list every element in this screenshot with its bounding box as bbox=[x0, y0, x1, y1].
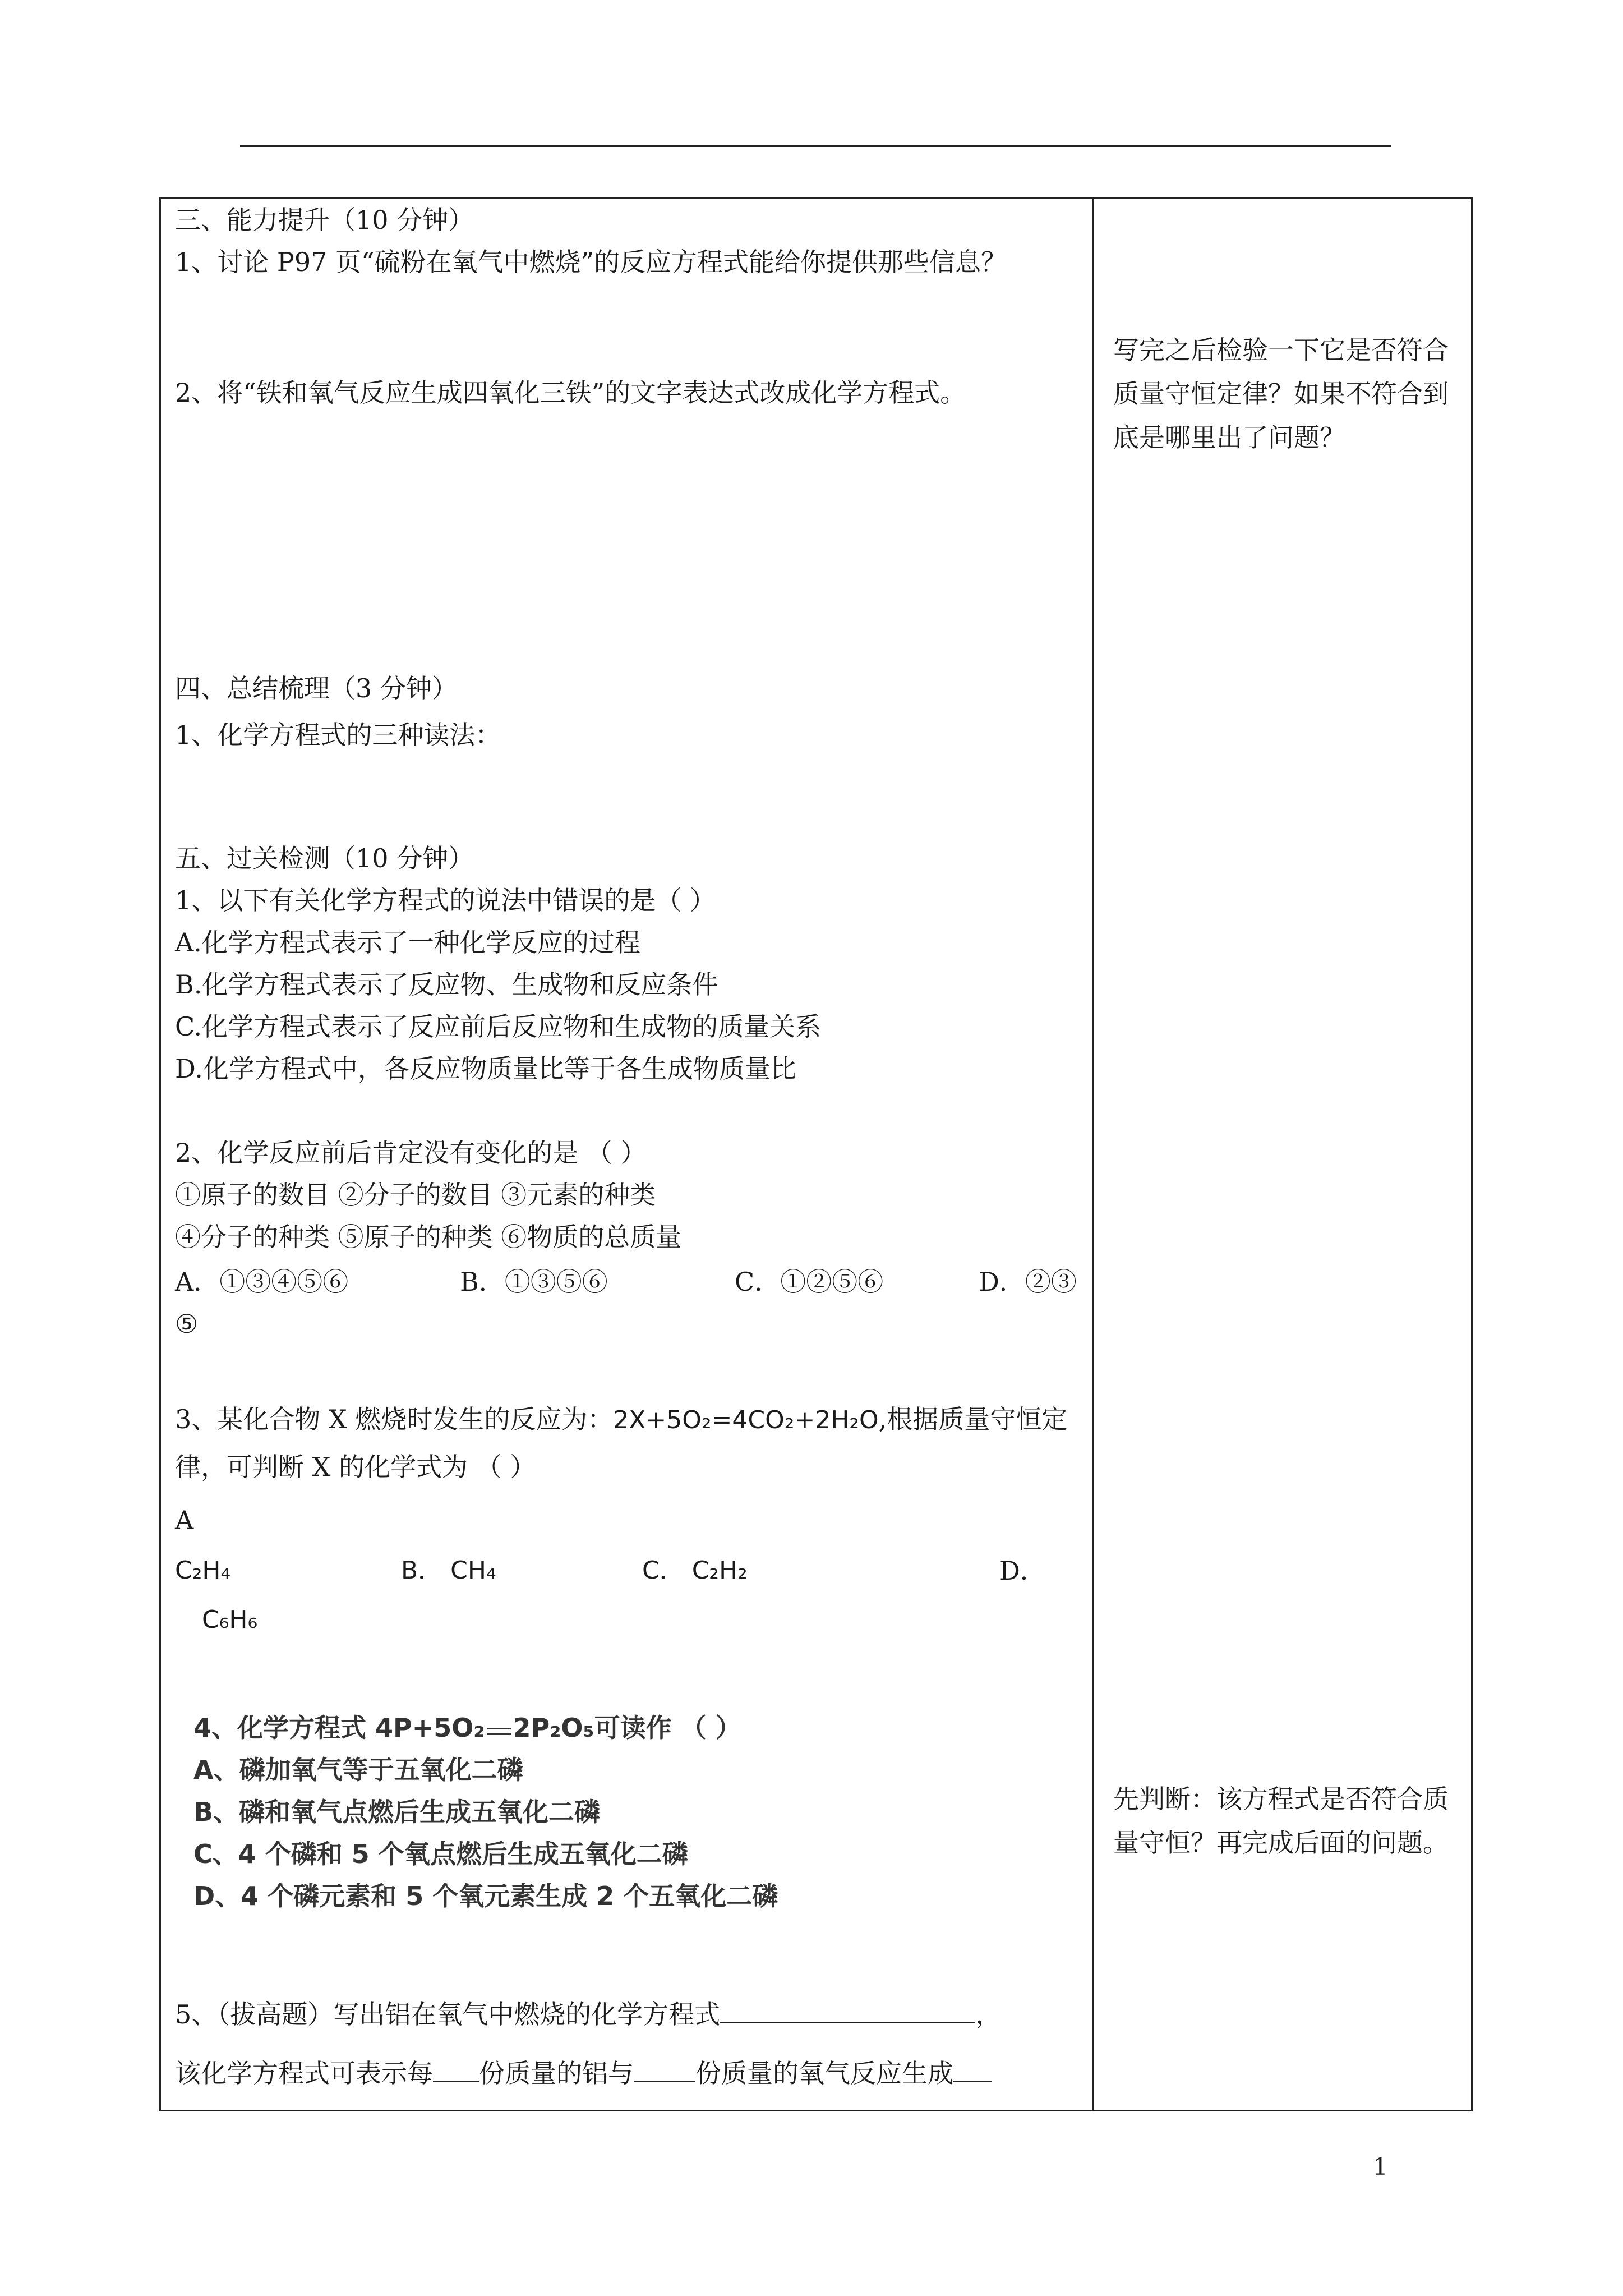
q1-option-d: D.化学方程式中，各反应物质量比等于各生成物质量比 bbox=[175, 1053, 796, 1084]
q3-stem-line1 bbox=[175, 1402, 1067, 1437]
q2-stem: 2、化学反应前后肯定没有变化的是 （ ） bbox=[175, 1138, 647, 1168]
q3-option-b: B． CH₄ bbox=[401, 1556, 496, 1585]
q3-stem-line2: 律，可判断 X 的化学式为 （ ） bbox=[175, 1452, 536, 1482]
q2-items-2: ④分子的种类 ⑤原子的种类 ⑥物质的总质量 bbox=[175, 1222, 682, 1252]
q1-option-c: C.化学方程式表示了反应前后反应物和生成物的质量关系 bbox=[175, 1011, 822, 1042]
q2-items-1: ①原子的数目 ②分子的数目 ③元素的种类 bbox=[175, 1180, 656, 1210]
q5-al-mass-blank[interactable] bbox=[433, 2056, 479, 2082]
ignite-condition-mark bbox=[485, 1719, 513, 1741]
q3-option-d-label: D． bbox=[999, 1556, 1046, 1586]
section-3-title: 三、能力提升（10 分钟） bbox=[175, 205, 474, 235]
q2-option-d: D．②③ bbox=[979, 1267, 1077, 1297]
section-3-q1: 1、讨论 P97 页“硫粉在氧气中燃烧”的反应方程式能给你提供那些信息？ bbox=[175, 247, 1007, 277]
q1-option-b: B.化学方程式表示了反应物、生成物和反应条件 bbox=[175, 969, 718, 1000]
q2-option-d-cont: ⑤ bbox=[175, 1309, 199, 1339]
q3-equation: 2X+5O₂=4CO₂+2H₂O bbox=[613, 1406, 879, 1434]
side-note-1: 写完之后检验一下它是否符合质量守恒定律？如果不符合到底是哪里出了问题？ bbox=[1113, 335, 1449, 453]
header-rule bbox=[240, 145, 1391, 147]
q1-option-a: A.化学方程式表示了一种化学反应的过程 bbox=[175, 927, 640, 958]
q5-line2-b: 份质量的铝与 bbox=[479, 2058, 634, 2088]
q4-option-c: C、4 个磷和 5 个氧点燃后生成五氧化二磷 bbox=[193, 1839, 688, 1869]
q5-line2-a: 该化学方程式可表示每 bbox=[175, 2058, 433, 2088]
page-number: 1 bbox=[1373, 2153, 1388, 2180]
q2-option-c: C．①②⑤⑥ bbox=[735, 1267, 884, 1297]
q4-option-a: A、磷加氧气等于五氧化二磷 bbox=[193, 1755, 523, 1785]
section-4-title: 四、总结梳理（3 分钟） bbox=[175, 673, 458, 703]
q3-option-d: C₆H₆ bbox=[202, 1605, 258, 1634]
section-3-q2: 2、将“铁和氧气反应生成四氧化三铁”的文字表达式改成化学方程式。 bbox=[175, 378, 966, 408]
q3-stem-post: ,根据质量守恒定 bbox=[878, 1404, 1068, 1434]
q5-equation-blank[interactable] bbox=[720, 1997, 975, 2023]
q5-line1-end: ， bbox=[975, 1999, 1002, 2030]
q4-option-b: B、磷和氧气点燃后生成五氧化二磷 bbox=[193, 1797, 601, 1827]
q5-prompt: 5、（拔高题）写出铝在氧气中燃烧的化学方程式 bbox=[175, 1999, 721, 2030]
section-5-title: 五、过关检测（10 分钟） bbox=[175, 843, 474, 873]
q5-line1 bbox=[175, 1997, 1001, 2031]
q3-stem-pre: 3、某化合物 X 燃烧时发生的反应为： bbox=[175, 1404, 614, 1434]
section-4-q1: 1、化学方程式的三种读法： bbox=[175, 720, 501, 750]
q2-option-b: B．①③⑤⑥ bbox=[460, 1267, 608, 1297]
q5-line2 bbox=[175, 2056, 992, 2090]
side-note-2: 先判断：该方程式是否符合质量守恒？再完成后面的问题。 bbox=[1113, 1784, 1449, 1858]
q5-line2-c: 份质量的氧气反应生成 bbox=[695, 2058, 953, 2088]
q5-product-mass-blank[interactable] bbox=[953, 2056, 992, 2082]
q4-option-d: D、4 个磷元素和 5 个氧元素生成 2 个五氧化二磷 bbox=[193, 1881, 778, 1911]
q1-stem: 1、以下有关化学方程式的说法中错误的是（ ） bbox=[175, 885, 716, 915]
q4-stem-post: 2P₂O₅可读作 （ ） bbox=[513, 1713, 741, 1743]
q5-o2-mass-blank[interactable] bbox=[634, 2056, 695, 2082]
column-divider bbox=[1092, 197, 1094, 2111]
q4-stem-pre: 4、化学方程式 4P+5O₂ bbox=[193, 1713, 485, 1743]
q4-stem bbox=[193, 1711, 741, 1745]
q3-option-a-label: A bbox=[175, 1505, 194, 1535]
q3-option-a: C₂H₄ bbox=[175, 1556, 231, 1585]
q2-option-a: A．①③④⑤⑥ bbox=[175, 1267, 349, 1297]
q3-option-c: C． C₂H₂ bbox=[642, 1556, 748, 1585]
